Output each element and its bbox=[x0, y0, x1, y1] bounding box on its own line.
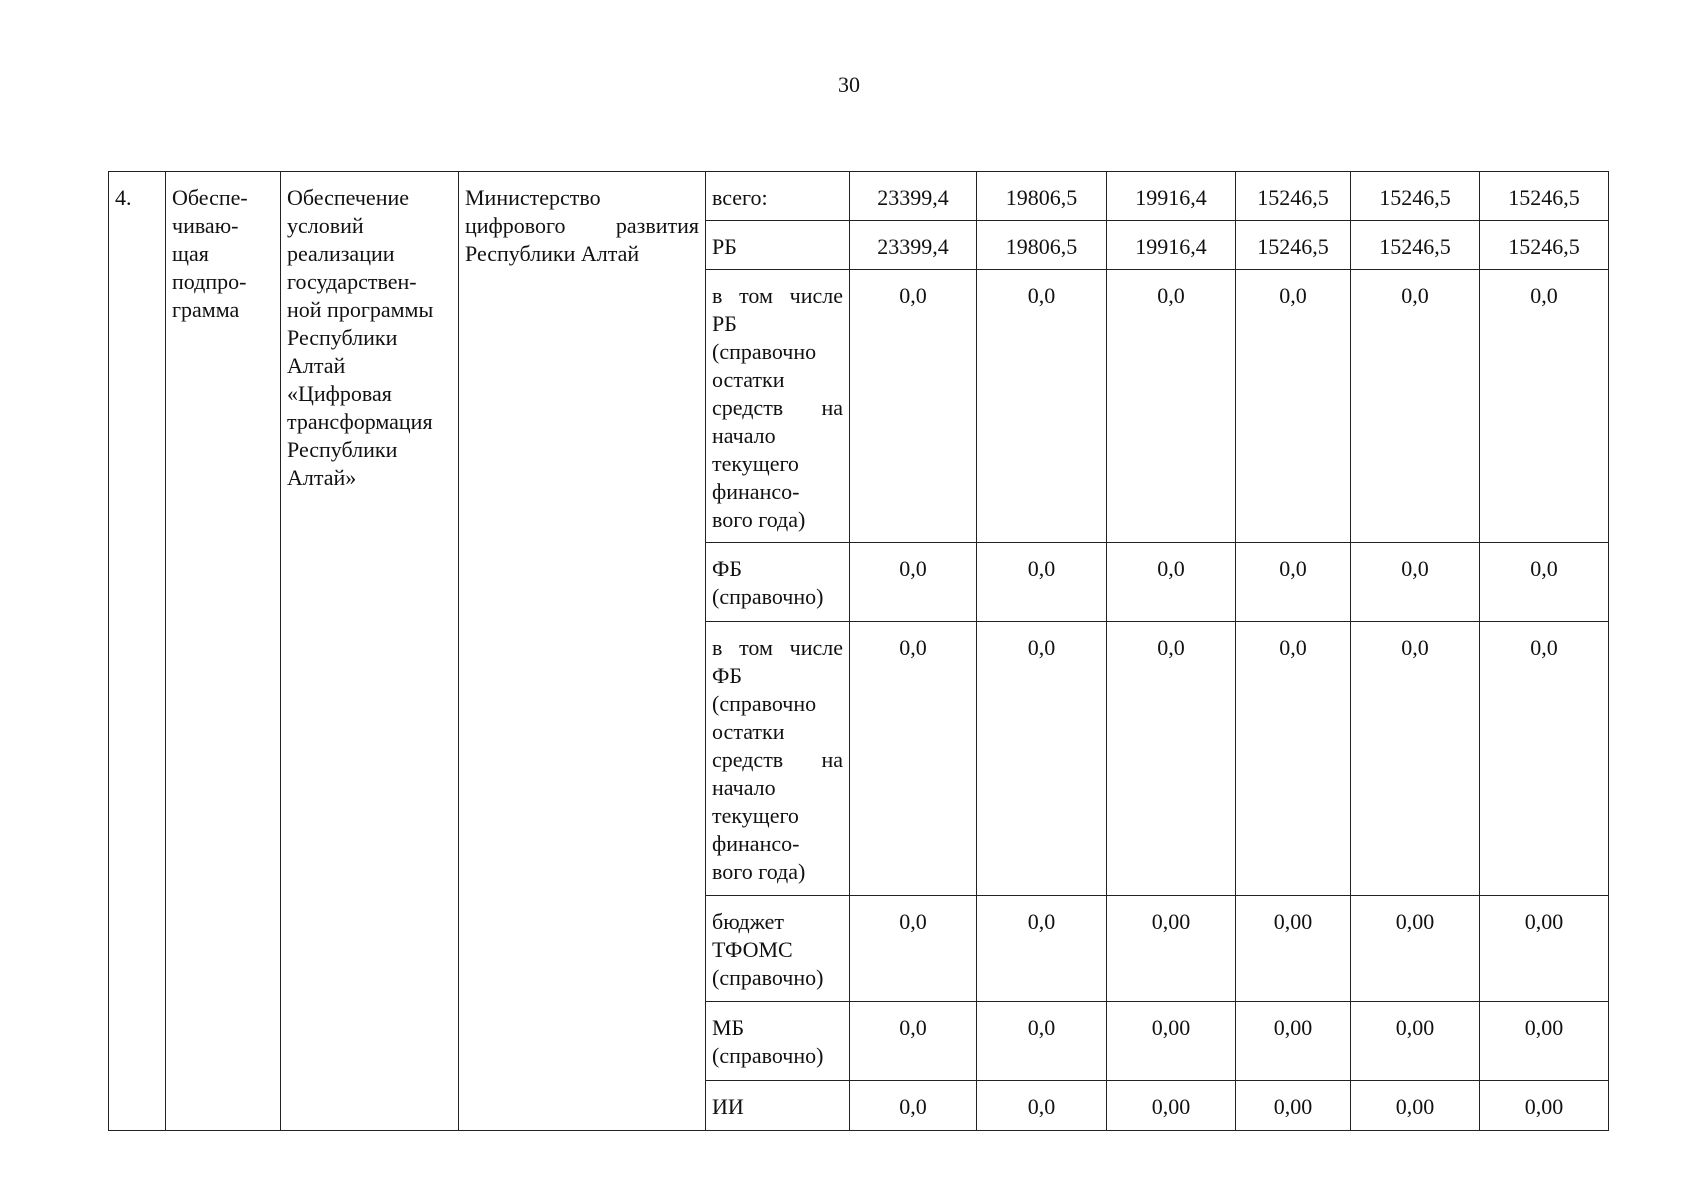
value-cell: 0,0 bbox=[1480, 270, 1609, 543]
value-cell: 0,0 bbox=[1236, 622, 1351, 896]
value-cell: 0,0 bbox=[850, 270, 977, 543]
executor: Министерство цифрового развития Республики Алтай bbox=[459, 172, 706, 1131]
value-cell: 0,0 bbox=[850, 622, 977, 896]
value-cell: 15246,5 bbox=[1480, 172, 1609, 221]
value-cell: 0,0 bbox=[850, 1002, 977, 1081]
value-cell: 0,00 bbox=[1107, 1002, 1236, 1081]
value-cell: 0,00 bbox=[1351, 896, 1480, 1002]
value-cell: 0,00 bbox=[1107, 896, 1236, 1002]
value-cell: 19806,5 bbox=[977, 172, 1107, 221]
funding-source: ИИ bbox=[706, 1081, 850, 1131]
value-cell: 0,0 bbox=[850, 543, 977, 622]
value-cell: 0,00 bbox=[1480, 1081, 1609, 1131]
value-cell: 15246,5 bbox=[1236, 172, 1351, 221]
value-cell: 0,0 bbox=[1351, 543, 1480, 622]
value-cell: 0,0 bbox=[977, 896, 1107, 1002]
funding-source: ФБ (справочно) bbox=[706, 543, 850, 622]
funding-source: в том числе РБ (справочно остатки средств на начало текущего финансо- вого года) bbox=[706, 270, 850, 543]
funding-source: бюджет ТФОМС (справочно) bbox=[706, 896, 850, 1002]
funding-source: МБ (справочно) bbox=[706, 1002, 850, 1081]
value-cell: 15246,5 bbox=[1480, 221, 1609, 270]
value-cell: 19916,4 bbox=[1107, 172, 1236, 221]
funding-source: всего: bbox=[706, 172, 850, 221]
value-cell: 0,00 bbox=[1107, 1081, 1236, 1131]
value-cell: 23399,4 bbox=[850, 221, 977, 270]
value-cell: 0,0 bbox=[1351, 622, 1480, 896]
value-cell: 0,0 bbox=[850, 896, 977, 1002]
value-cell: 0,0 bbox=[1351, 270, 1480, 543]
value-cell: 0,00 bbox=[1236, 1002, 1351, 1081]
row-number: 4. bbox=[109, 172, 166, 1131]
value-cell: 0,0 bbox=[1236, 270, 1351, 543]
subprogram-name: Обеспечение условий реализации государствен- ной программы Республики Алтай «Цифровая трансформация Республики Алтай» bbox=[281, 172, 459, 1131]
table-row bbox=[109, 172, 1609, 221]
value-cell: 0,0 bbox=[1236, 543, 1351, 622]
value-cell: 0,0 bbox=[977, 622, 1107, 896]
value-cell: 0,00 bbox=[1480, 896, 1609, 1002]
funding-source: в том числе ФБ (справочно остатки средств на начало текущего финансо- вого года) bbox=[706, 622, 850, 896]
value-cell: 0,0 bbox=[977, 1081, 1107, 1131]
value-cell: 15246,5 bbox=[1351, 172, 1480, 221]
value-cell: 0,0 bbox=[1107, 543, 1236, 622]
funding-source: РБ bbox=[706, 221, 850, 270]
value-cell: 0,0 bbox=[1480, 543, 1609, 622]
value-cell: 0,0 bbox=[1107, 622, 1236, 896]
value-cell: 19916,4 bbox=[1107, 221, 1236, 270]
value-cell: 23399,4 bbox=[850, 172, 977, 221]
value-cell: 0,00 bbox=[1480, 1002, 1609, 1081]
page-number: 30 bbox=[838, 72, 860, 97]
value-cell: 0,00 bbox=[1351, 1081, 1480, 1131]
value-cell: 0,0 bbox=[1107, 270, 1236, 543]
value-cell: 0,0 bbox=[977, 543, 1107, 622]
subprogram-type: Обеспе- чиваю- щая подпро- грамма bbox=[166, 172, 281, 1131]
value-cell: 15246,5 bbox=[1351, 221, 1480, 270]
value-cell: 0,0 bbox=[850, 1081, 977, 1131]
value-cell: 19806,5 bbox=[977, 221, 1107, 270]
value-cell: 0,0 bbox=[1480, 622, 1609, 896]
value-cell: 0,00 bbox=[1351, 1002, 1480, 1081]
value-cell: 0,0 bbox=[977, 1002, 1107, 1081]
value-cell: 0,00 bbox=[1236, 896, 1351, 1002]
value-cell: 0,0 bbox=[977, 270, 1107, 543]
funding-table bbox=[108, 171, 1609, 1131]
value-cell: 15246,5 bbox=[1236, 221, 1351, 270]
value-cell: 0,00 bbox=[1236, 1081, 1351, 1131]
